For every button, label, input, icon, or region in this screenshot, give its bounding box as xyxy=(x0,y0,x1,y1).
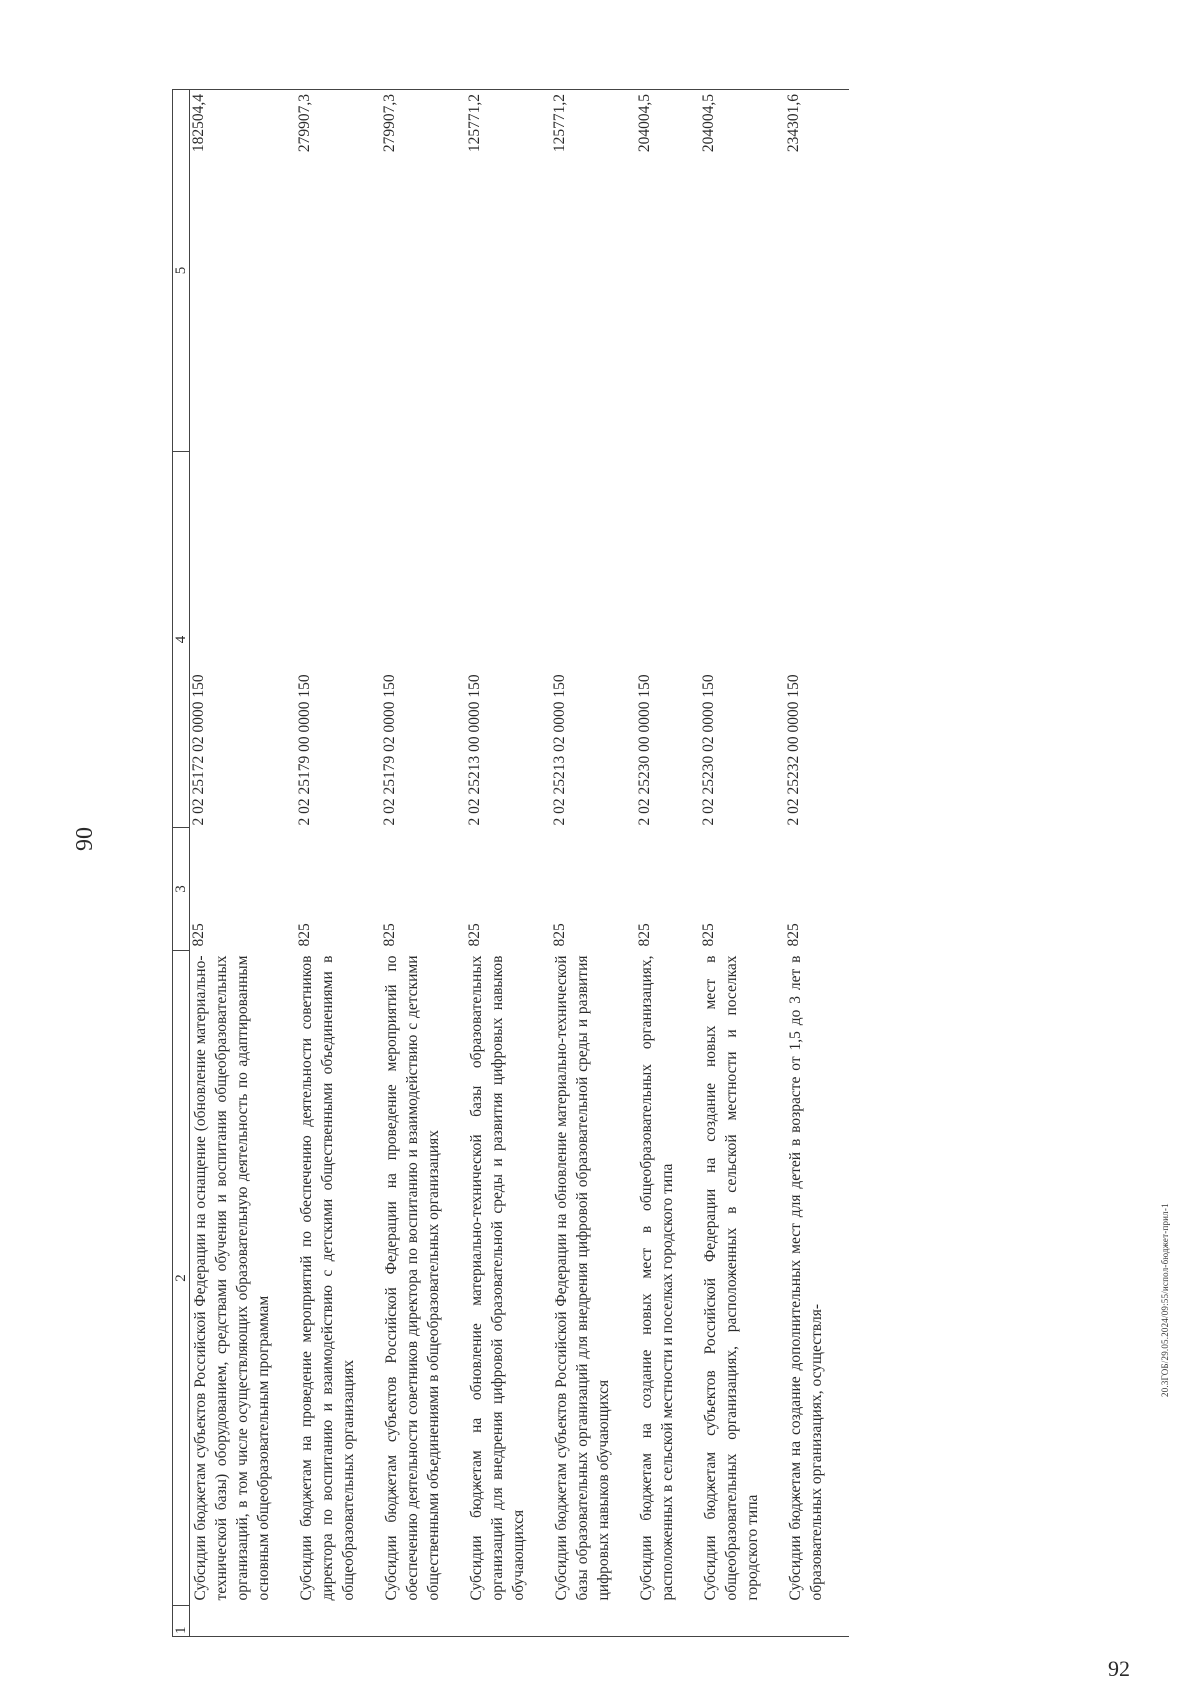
row-number-cell xyxy=(296,1606,381,1637)
description-cell: Субсидии бюджетам на создание дополнительных мест для детей в возрасте от 1,5 до 3 лет в образовательных организациях, осуществля- xyxy=(787,955,825,1601)
description-cell: Субсидии бюджетам на обновление материально-технической базы образовательных организаций для внедрения цифровой образовательной среды и развития цифровых навыков обучающихся xyxy=(468,955,527,1601)
column-header-5: 5 xyxy=(173,90,190,452)
amount-cell: 182504,4 xyxy=(190,90,297,452)
amount-cell: 279907,3 xyxy=(296,90,381,452)
table-row xyxy=(190,90,297,1637)
row-number-cell xyxy=(636,1606,700,1637)
admin-code-cell: 825 xyxy=(636,923,653,947)
table-row xyxy=(636,90,700,1637)
column-header-1: 1 xyxy=(173,1606,190,1637)
footer-document-code: 20.3ГОБ/29.05.2024/09:55/испол-бюджет-прил-1 xyxy=(1160,1203,1170,1397)
admin-code-cell: 825 xyxy=(466,923,483,947)
amount-cell: 279907,3 xyxy=(381,90,466,452)
table-row xyxy=(466,90,551,1637)
table-row xyxy=(700,90,785,1637)
admin-code-cell: 825 xyxy=(551,923,568,947)
row-number-cell xyxy=(381,1606,466,1637)
budget-table xyxy=(172,89,849,1637)
table-row xyxy=(296,90,381,1637)
amount-cell: 125771,2 xyxy=(551,90,636,452)
column-header-4: 4 xyxy=(173,452,190,828)
row-number-cell xyxy=(190,1606,297,1637)
column-header-2: 2 xyxy=(173,951,190,1606)
budget-code-cell: 2 02 25232 00 0000 150 xyxy=(785,674,802,826)
description-cell: Субсидии бюджетам субъектов Российской Федерации на создание новых мест в общеобразовательных организациях, расположенных в сельской местности и поселках городского типа xyxy=(702,955,761,1601)
description-cell: Субсидии бюджетам на проведение мероприятий по обеспечению деятельности советников директора по воспитанию и взаимодействию с детскими общественными объединениями в общеобразовательных организациях xyxy=(298,955,357,1601)
admin-code-cell: 825 xyxy=(381,923,398,947)
row-number-cell xyxy=(785,1606,849,1637)
budget-code-cell: 2 02 25179 02 0000 150 xyxy=(381,674,398,826)
admin-code-cell: 825 xyxy=(190,923,207,947)
budget-code-cell: 2 02 25213 02 0000 150 xyxy=(551,674,568,826)
description-cell: Субсидии бюджетам субъектов Российской Федерации на проведение мероприятий по обеспечению деятельности советников директора по воспитанию и взаимодействию с детскими общественными объединениями в общеобразовательных организациях xyxy=(383,955,442,1601)
row-number-cell xyxy=(551,1606,636,1637)
admin-code-cell: 825 xyxy=(700,923,717,947)
table-row xyxy=(551,90,636,1637)
budget-code-cell: 2 02 25179 00 0000 150 xyxy=(296,674,313,826)
budget-code-cell: 2 02 25213 00 0000 150 xyxy=(466,674,483,826)
amount-cell: 204004,5 xyxy=(636,90,700,452)
table-row xyxy=(381,90,466,1637)
row-number-cell xyxy=(700,1606,785,1637)
admin-code-cell: 825 xyxy=(785,923,802,947)
row-number-cell xyxy=(466,1606,551,1637)
description-cell: Субсидии бюджетам на создание новых мест в общеобразовательных организациях, расположенных в сельской местности и поселках городского типа xyxy=(638,955,676,1601)
description-cell: Субсидии бюджетам субъектов Российской Федерации на оснащение (обновление материально-технической базы) оборудованием, средствами обучения и воспитания общеобразовательных организаций, в том числе осуществляющих образовательную деятельность по адаптированным основным общеобразовательным программам xyxy=(192,955,272,1601)
page-number-bottom: 92 xyxy=(1108,1656,1130,1681)
amount-cell: 125771,2 xyxy=(466,90,551,452)
column-header-3: 3 xyxy=(173,828,190,951)
page-number-top: 90 xyxy=(72,827,98,851)
budget-code-cell: 2 02 25172 02 0000 150 xyxy=(190,674,207,826)
budget-code-cell: 2 02 25230 00 0000 150 xyxy=(636,674,653,826)
admin-code-cell: 825 xyxy=(296,923,313,947)
description-cell: Субсидии бюджетам субъектов Российской Федерации на обновление материально-технической базы образовательных организаций для внедрения цифровой образовательной среды и развития цифровых навыков обучающихся xyxy=(553,955,612,1601)
budget-code-cell: 2 02 25230 02 0000 150 xyxy=(700,674,717,826)
table-row xyxy=(785,90,849,1637)
amount-cell: 204004,5 xyxy=(700,90,785,452)
table-header-row xyxy=(173,90,190,1637)
amount-cell: 234301,6 xyxy=(785,90,849,452)
